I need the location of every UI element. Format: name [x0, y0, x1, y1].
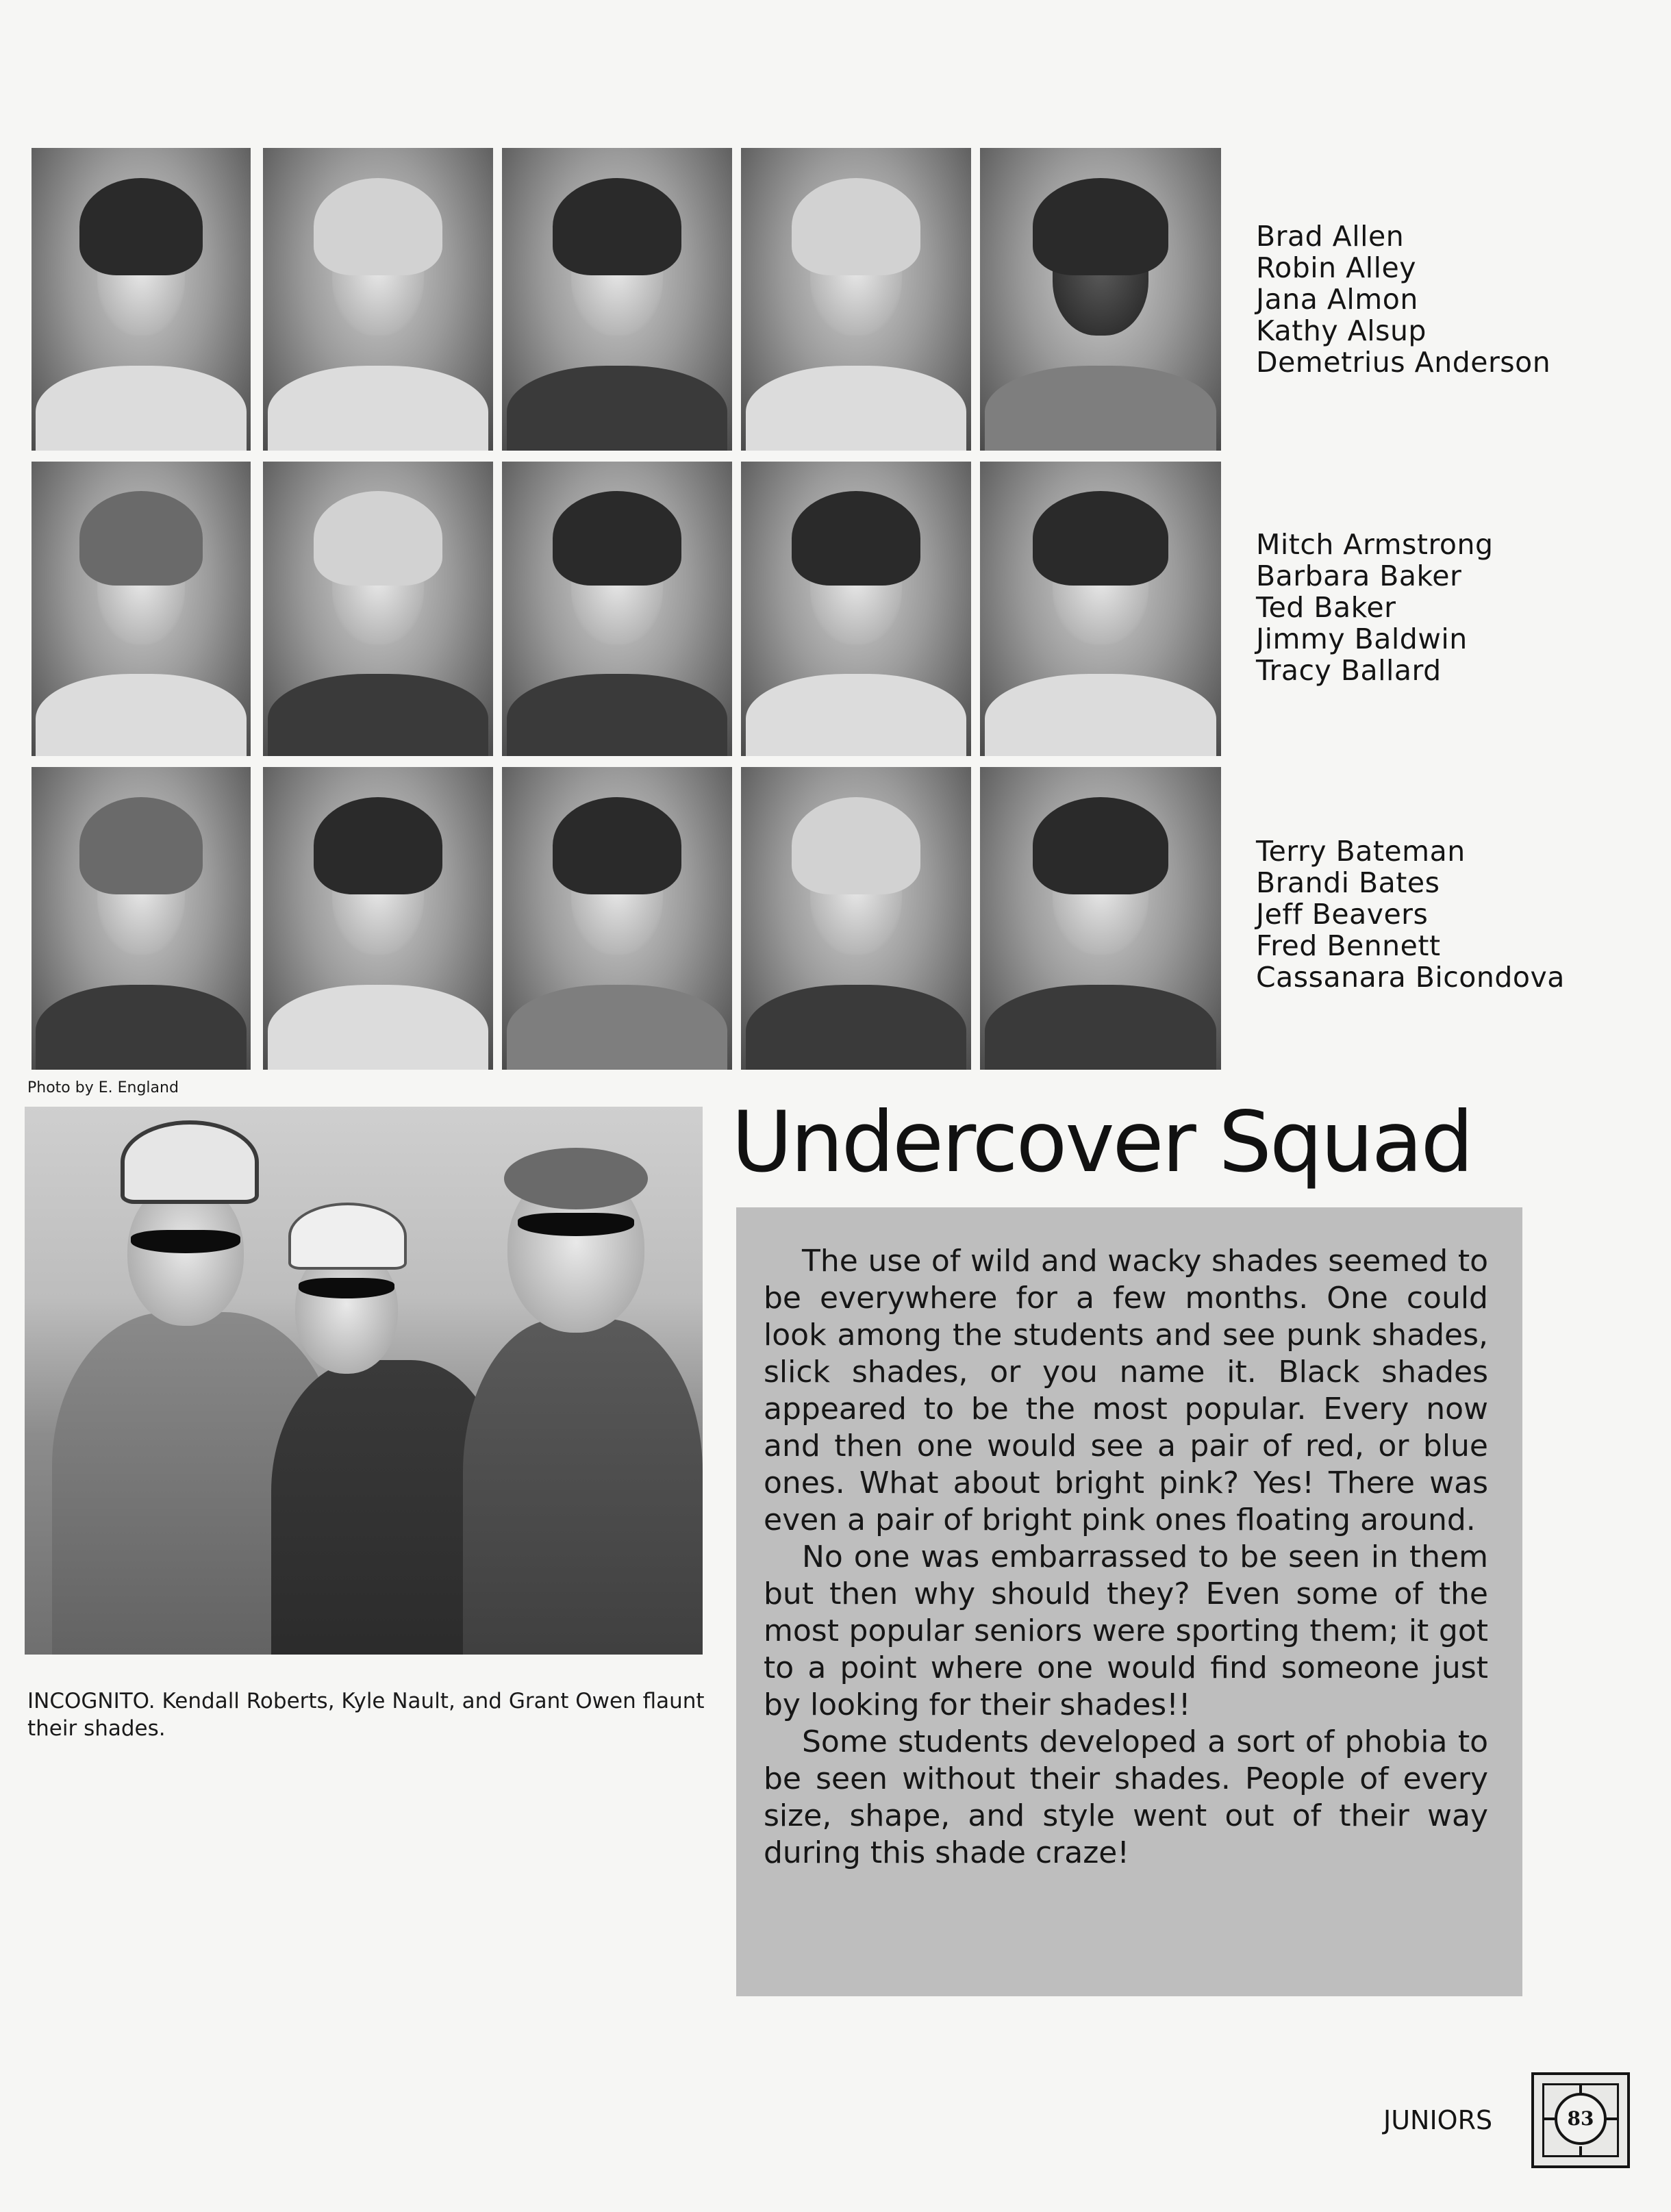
name-tracy-ballard: Tracy Ballard [1256, 654, 1442, 687]
section-label: JUNIORS [1383, 2105, 1493, 2135]
portrait-jimmy-baldwin [741, 462, 971, 756]
feature-photo [25, 1107, 703, 1655]
page-number-badge [1531, 2072, 1630, 2168]
name-jimmy-baldwin: Jimmy Baldwin [1256, 623, 1468, 655]
photo-credit: Photo by E. England [27, 1079, 179, 1096]
feature-photo-caption: INCOGNITO. Kendall Roberts, Kyle Nault, and Grant Owen flaunt their shades. [27, 1689, 705, 1741]
name-barbara-baker: Barbara Baker [1256, 560, 1462, 592]
name-cassanara-bicondova: Cassanara Bicondova [1256, 961, 1565, 994]
name-mitch-armstrong: Mitch Armstrong [1256, 528, 1494, 561]
story-paragraph-1: The use of wild and wacky shades seemed to be everywhere for a few months. One could look among the students and see punk shades, slick shades, or you name it. Black shades appeared to be the most popular. Every now and then one would see a pair of red, or blue ones. What about bright pink? Yes! There was even a pair of bright pink ones floating around. [764, 1244, 1488, 1537]
portrait-terry-bateman [32, 767, 251, 1070]
portrait-mitch-armstrong [32, 462, 251, 756]
story-paragraph-3: Some students developed a sort of phobia to be seen without their shades. People of every size, shape, and style went out of their way during this shade craze! [764, 1724, 1488, 1870]
portrait-jana-almon [502, 148, 732, 451]
story-box [736, 1207, 1522, 1996]
portrait-cassanara-bicondova [980, 767, 1221, 1070]
portrait-demetrius-anderson [980, 148, 1221, 451]
story-paragraph-2: No one was embarrassed to be seen in them but then why should they? Even some of the most popular seniors were sporting them; it got to a point where one would find someone just by looking for their shades!! [764, 1539, 1488, 1722]
name-terry-bateman: Terry Bateman [1256, 835, 1466, 868]
name-robin-alley: Robin Alley [1256, 251, 1416, 284]
portrait-fred-bennett [741, 767, 971, 1070]
portrait-kathy-alsup [741, 148, 971, 451]
portrait-robin-alley [263, 148, 493, 451]
name-list-row-3 [1256, 835, 1565, 993]
name-ted-baker: Ted Baker [1256, 591, 1396, 624]
name-jeff-beavers: Jeff Beavers [1256, 898, 1429, 931]
name-brandi-bates: Brandi Bates [1256, 866, 1440, 899]
name-demetrius-anderson: Demetrius Anderson [1256, 346, 1551, 379]
name-kathy-alsup: Kathy Alsup [1256, 314, 1427, 347]
name-list-row-1 [1256, 221, 1550, 378]
portrait-ted-baker [502, 462, 732, 756]
portrait-barbara-baker [263, 462, 493, 756]
portrait-brad-allen [32, 148, 251, 451]
article-headline: Undercover Squad [731, 1094, 1472, 1191]
page-number: 83 [1567, 2107, 1594, 2130]
name-brad-allen: Brad Allen [1256, 220, 1405, 253]
name-list-row-2 [1256, 529, 1494, 686]
name-jana-almon: Jana Almon [1256, 283, 1418, 316]
portrait-tracy-ballard [980, 462, 1221, 756]
name-fred-bennett: Fred Bennett [1256, 929, 1441, 962]
portrait-jeff-beavers [502, 767, 732, 1070]
portrait-brandi-bates [263, 767, 493, 1070]
